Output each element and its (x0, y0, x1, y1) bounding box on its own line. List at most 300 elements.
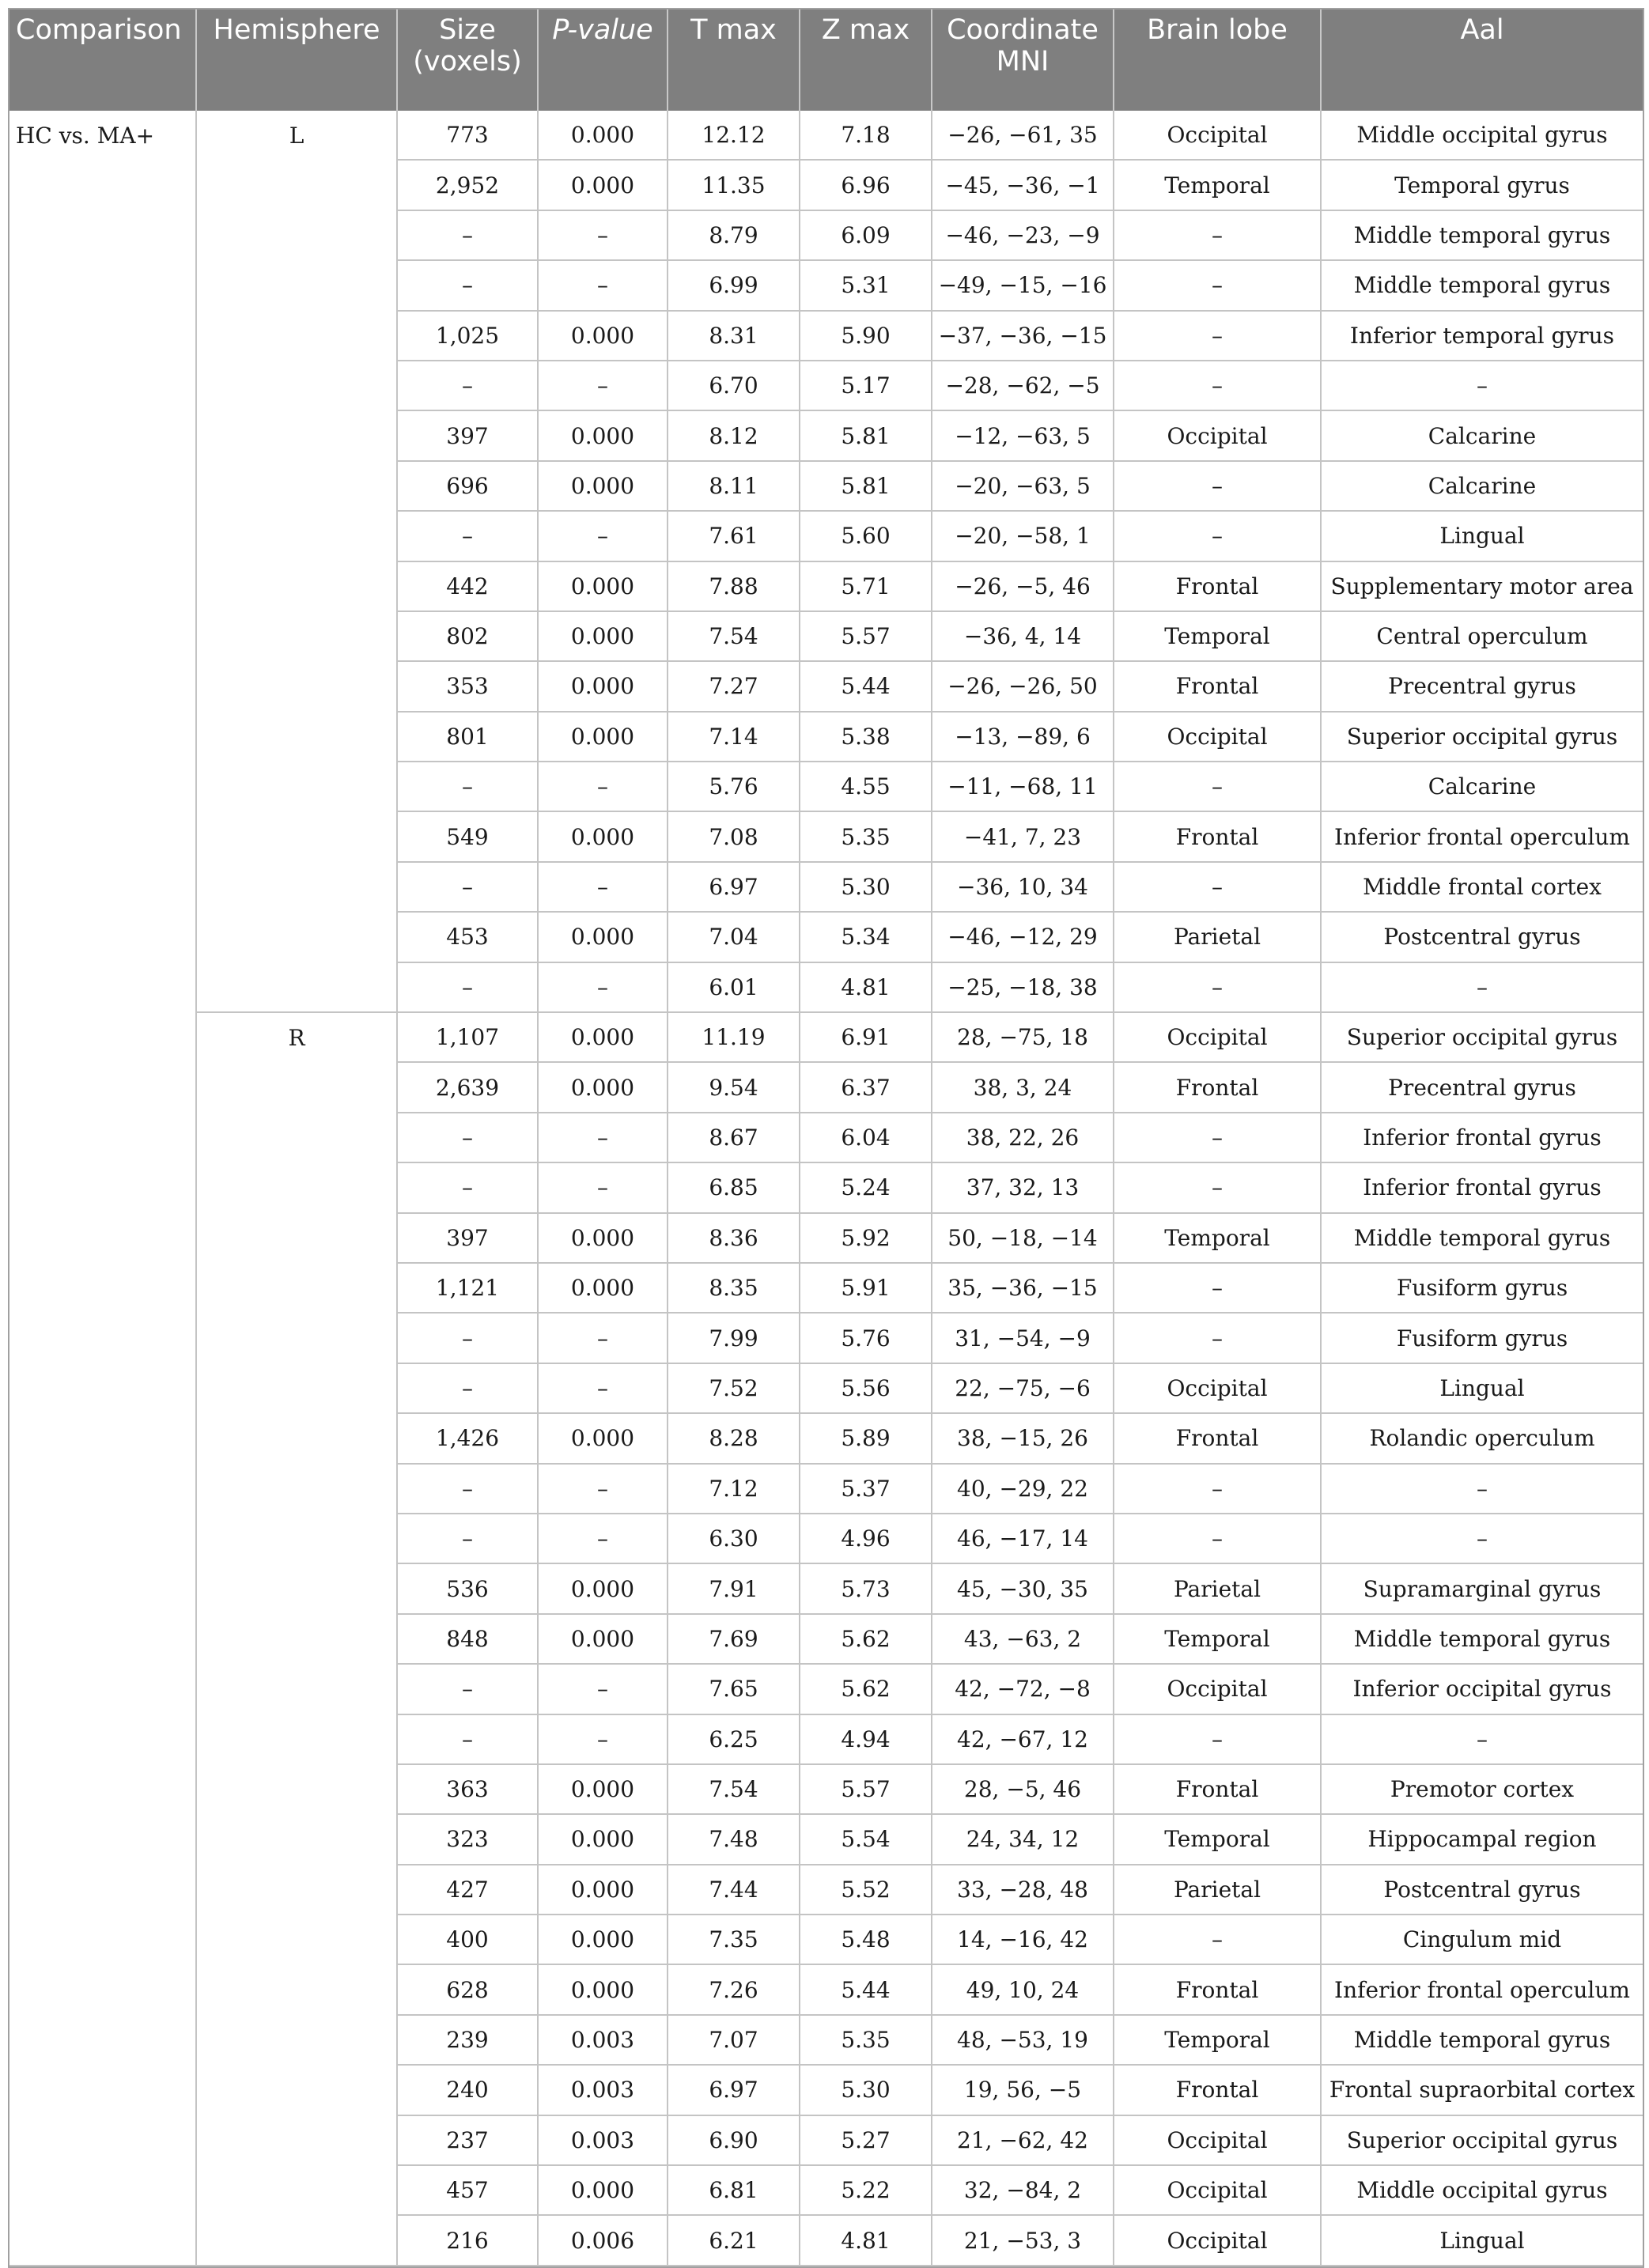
table-row (9, 2115, 1643, 2165)
cell-brain-lobe: – (1114, 862, 1321, 912)
cell-t-max: 8.35 (668, 1263, 800, 1313)
cell-coordinate: 43, −63, 2 (932, 1614, 1114, 1664)
cell-hemisphere (196, 2065, 397, 2115)
cell-size: – (397, 962, 538, 1012)
cell-comparison (9, 2215, 196, 2265)
cell-p-value: – (538, 862, 668, 912)
cell-t-max: 7.65 (668, 1664, 800, 1714)
cell-z-max: 7.18 (800, 111, 932, 160)
cell-coordinate: 24, 34, 12 (932, 1814, 1114, 1864)
cell-t-max: 7.27 (668, 661, 800, 711)
cell-t-max: 5.76 (668, 762, 800, 811)
cell-hemisphere (196, 1664, 397, 1714)
cell-coordinate: 33, −28, 48 (932, 1865, 1114, 1915)
cell-comparison (9, 1162, 196, 1212)
cell-coordinate: 45, −30, 35 (932, 1563, 1114, 1613)
cell-comparison (9, 1814, 196, 1864)
cell-z-max: 5.24 (800, 1162, 932, 1212)
cell-t-max: 7.14 (668, 712, 800, 762)
cell-z-max: 5.34 (800, 912, 932, 962)
cell-brain-lobe: – (1114, 511, 1321, 561)
cell-z-max: 5.38 (800, 712, 932, 762)
cell-size: 628 (397, 1964, 538, 2014)
cell-coordinate: −41, 7, 23 (932, 811, 1114, 861)
cell-size: 397 (397, 1213, 538, 1263)
cell-hemisphere (196, 511, 397, 561)
cell-size: – (397, 1113, 538, 1162)
cell-p-value: 0.000 (538, 1964, 668, 2014)
cell-hemisphere (196, 661, 397, 711)
cell-comparison (9, 260, 196, 310)
cell-hemisphere (196, 2015, 397, 2065)
cell-comparison: HC vs. MA+ (16, 122, 155, 149)
table-row (9, 1614, 1643, 1664)
cell-z-max: 5.44 (800, 1964, 932, 2014)
cell-comparison (9, 1563, 196, 1613)
cell-size: – (397, 1313, 538, 1363)
table-row (9, 561, 1643, 611)
cell-z-max: 5.91 (800, 1263, 932, 1313)
cell-coordinate: 50, −18, −14 (932, 1213, 1114, 1263)
cell-z-max: 5.44 (800, 661, 932, 711)
cell-hemisphere (196, 2215, 397, 2265)
cell-z-max: 5.27 (800, 2115, 932, 2165)
cell-hemisphere (196, 912, 397, 962)
cell-aal: Middle temporal gyrus (1321, 1213, 1643, 1263)
cell-brain-lobe: Occipital (1114, 2115, 1321, 2165)
cell-p-value: – (538, 361, 668, 410)
cell-brain-lobe: – (1114, 1915, 1321, 1964)
cell-z-max: 5.48 (800, 1915, 932, 1964)
cell-size: 801 (397, 712, 538, 762)
cell-z-max: 6.91 (800, 1012, 932, 1062)
cell-coordinate: 28, −5, 46 (932, 1764, 1114, 1814)
table-row (9, 2015, 1643, 2065)
cell-t-max: 7.48 (668, 1814, 800, 1864)
cell-z-max: 5.60 (800, 511, 932, 561)
cell-coordinate: 32, −84, 2 (932, 2165, 1114, 2215)
cell-z-max: 5.76 (800, 1313, 932, 1363)
cell-hemisphere (196, 1213, 397, 1263)
cell-coordinate: −26, −5, 46 (932, 561, 1114, 611)
cell-t-max: 11.19 (668, 1012, 800, 1062)
cell-brain-lobe: Temporal (1114, 1213, 1321, 1263)
cell-brain-lobe: Temporal (1114, 1614, 1321, 1664)
cell-z-max: 5.81 (800, 461, 932, 511)
cell-comparison (9, 1964, 196, 2014)
cell-aal: Precentral gyrus (1321, 661, 1643, 711)
cell-brain-lobe: – (1114, 1714, 1321, 1764)
cell-p-value: 0.000 (538, 1263, 668, 1313)
cell-size: 323 (397, 1814, 538, 1864)
cell-comparison (9, 511, 196, 561)
cell-z-max: 5.62 (800, 1664, 932, 1714)
table-row (9, 1714, 1643, 1764)
cell-p-value: 0.003 (538, 2065, 668, 2115)
cell-hemisphere (196, 1764, 397, 1814)
cell-size: 457 (397, 2165, 538, 2215)
cell-t-max: 7.26 (668, 1964, 800, 2014)
cell-t-max: 7.88 (668, 561, 800, 611)
cell-aal: Inferior temporal gyrus (1321, 311, 1643, 361)
cell-p-value: 0.000 (538, 1814, 668, 1864)
cell-z-max: 4.96 (800, 1514, 932, 1563)
table-row (9, 1012, 1643, 1062)
cell-brain-lobe: Occipital (1114, 2215, 1321, 2265)
cell-p-value: – (538, 210, 668, 260)
cell-brain-lobe: Occipital (1114, 1012, 1321, 1062)
cell-hemisphere (196, 1313, 397, 1363)
table-row (9, 461, 1643, 511)
cell-coordinate: 38, −15, 26 (932, 1413, 1114, 1463)
cell-t-max: 6.90 (668, 2115, 800, 2165)
cell-p-value: 0.000 (538, 1012, 668, 1062)
cell-brain-lobe: – (1114, 260, 1321, 310)
cell-coordinate: 35, −36, −15 (932, 1263, 1114, 1313)
table-row (9, 1563, 1643, 1613)
table-row (9, 811, 1643, 861)
cell-comparison (9, 762, 196, 811)
cell-brain-lobe: – (1114, 461, 1321, 511)
cell-z-max: 4.55 (800, 762, 932, 811)
cell-aal: Frontal supraorbital cortex (1321, 2065, 1643, 2115)
table-row (9, 1413, 1643, 1463)
table-row (9, 1514, 1643, 1563)
cell-aal: Supplementary motor area (1321, 561, 1643, 611)
cell-z-max: 5.30 (800, 2065, 932, 2115)
cell-brain-lobe: Frontal (1114, 811, 1321, 861)
cell-p-value: – (538, 1162, 668, 1212)
cell-comparison (9, 1363, 196, 1413)
header-z-max: Z max (800, 9, 932, 111)
cell-p-value: – (538, 1363, 668, 1413)
cell-size: – (397, 361, 538, 410)
cell-brain-lobe: Frontal (1114, 1964, 1321, 2014)
cell-t-max: 8.12 (668, 410, 800, 460)
cell-comparison (9, 1514, 196, 1563)
table-row (9, 962, 1643, 1012)
cell-coordinate: −26, −26, 50 (932, 661, 1114, 711)
cell-brain-lobe: – (1114, 1514, 1321, 1563)
cell-size: – (397, 260, 538, 310)
cell-size: 400 (397, 1915, 538, 1964)
cell-aal: Calcarine (1321, 410, 1643, 460)
cell-z-max: 5.57 (800, 611, 932, 661)
cell-brain-lobe: Temporal (1114, 1814, 1321, 1864)
table-row (9, 1313, 1643, 1363)
cell-p-value: 0.000 (538, 1915, 668, 1964)
cell-t-max: 7.08 (668, 811, 800, 861)
cell-coordinate: 49, 10, 24 (932, 1964, 1114, 2014)
cell-size: – (397, 1664, 538, 1714)
cell-brain-lobe: Frontal (1114, 561, 1321, 611)
cell-hemisphere (196, 1062, 397, 1112)
cell-coordinate: 38, 3, 24 (932, 1062, 1114, 1112)
cell-aal: Fusiform gyrus (1321, 1263, 1643, 1313)
cell-p-value: 0.000 (538, 1764, 668, 1814)
cell-comparison (9, 1664, 196, 1714)
cell-t-max: 8.28 (668, 1413, 800, 1463)
table-row (9, 762, 1643, 811)
cell-size: 397 (397, 410, 538, 460)
cell-t-max: 8.31 (668, 311, 800, 361)
cell-brain-lobe: Frontal (1114, 1764, 1321, 1814)
cell-comparison (9, 1313, 196, 1363)
cell-aal: – (1321, 361, 1643, 410)
cell-brain-lobe: – (1114, 762, 1321, 811)
cell-p-value: 0.000 (538, 1563, 668, 1613)
cell-brain-lobe: Occipital (1114, 1664, 1321, 1714)
cell-t-max: 8.11 (668, 461, 800, 511)
cell-hemisphere (196, 561, 397, 611)
cell-coordinate: 19, 56, −5 (932, 2065, 1114, 2115)
cell-brain-lobe: Parietal (1114, 1563, 1321, 1613)
cell-z-max: 5.57 (800, 1764, 932, 1814)
cell-hemisphere: R (196, 1012, 397, 1062)
cell-t-max: 9.54 (668, 1062, 800, 1112)
cell-aal: Inferior frontal operculum (1321, 1964, 1643, 2014)
cell-coordinate: −46, −23, −9 (932, 210, 1114, 260)
table-row (9, 712, 1643, 762)
cell-aal: Fusiform gyrus (1321, 1313, 1643, 1363)
cell-p-value: 0.000 (538, 811, 668, 861)
cell-p-value: – (538, 762, 668, 811)
cell-aal: Superior occipital gyrus (1321, 2115, 1643, 2165)
cell-aal: Middle temporal gyrus (1321, 210, 1643, 260)
cell-hemisphere (196, 311, 397, 361)
cell-t-max: 11.35 (668, 160, 800, 210)
cell-comparison (9, 311, 196, 361)
cell-coordinate: −25, −18, 38 (932, 962, 1114, 1012)
cell-t-max: 8.36 (668, 1213, 800, 1263)
cell-hemisphere (196, 1814, 397, 1864)
cell-brain-lobe: Frontal (1114, 1413, 1321, 1463)
header-aal: Aal (1321, 9, 1643, 111)
cell-hemisphere (196, 410, 397, 460)
cell-p-value: 0.000 (538, 410, 668, 460)
cell-aal: Hippocampal region (1321, 1814, 1643, 1864)
cell-brain-lobe: – (1114, 1162, 1321, 1212)
table-row (9, 661, 1643, 711)
table-row (9, 361, 1643, 410)
cell-t-max: 8.67 (668, 1113, 800, 1162)
cell-aal: Precentral gyrus (1321, 1062, 1643, 1112)
cell-size: 453 (397, 912, 538, 962)
cell-coordinate: −13, −89, 6 (932, 712, 1114, 762)
table-row (9, 1865, 1643, 1915)
cell-hemisphere (196, 1714, 397, 1764)
cell-z-max: 6.09 (800, 210, 932, 260)
table-row (9, 1915, 1643, 1964)
cell-brain-lobe: – (1114, 311, 1321, 361)
cell-t-max: 6.30 (668, 1514, 800, 1563)
cell-coordinate: 40, −29, 22 (932, 1464, 1114, 1514)
cell-hemisphere (196, 611, 397, 661)
cell-t-max: 7.07 (668, 2015, 800, 2065)
cell-coordinate: 21, −62, 42 (932, 2115, 1114, 2165)
cell-t-max: 7.91 (668, 1563, 800, 1613)
cell-z-max: 4.81 (800, 2215, 932, 2265)
cell-aal: – (1321, 1464, 1643, 1514)
cell-comparison (9, 1464, 196, 1514)
table-row (9, 210, 1643, 260)
cell-z-max: 5.62 (800, 1614, 932, 1664)
cell-size: 1,107 (397, 1012, 538, 1062)
cell-size: 549 (397, 811, 538, 861)
cell-comparison (9, 611, 196, 661)
table-row (9, 912, 1643, 962)
cell-size: 696 (397, 461, 538, 511)
cell-p-value: – (538, 1464, 668, 1514)
table-row (9, 611, 1643, 661)
cell-t-max: 6.97 (668, 862, 800, 912)
cell-size: – (397, 1714, 538, 1764)
cell-t-max: 7.69 (668, 1614, 800, 1664)
cell-brain-lobe: Frontal (1114, 2065, 1321, 2115)
cell-size: 848 (397, 1614, 538, 1664)
cell-comparison (9, 962, 196, 1012)
cell-aal: Middle frontal cortex (1321, 862, 1643, 912)
cell-p-value: 0.000 (538, 912, 668, 962)
cell-coordinate: −36, 4, 14 (932, 611, 1114, 661)
cell-brain-lobe: Occipital (1114, 712, 1321, 762)
cell-coordinate: 46, −17, 14 (932, 1514, 1114, 1563)
table-row (9, 1113, 1643, 1162)
cell-coordinate: −36, 10, 34 (932, 862, 1114, 912)
cell-coordinate: 37, 32, 13 (932, 1162, 1114, 1212)
cell-aal: Middle occipital gyrus (1321, 2165, 1643, 2215)
table-row (9, 1964, 1643, 2014)
cell-coordinate: 14, −16, 42 (932, 1915, 1114, 1964)
cell-hemisphere (196, 962, 397, 1012)
cell-hemisphere (196, 1614, 397, 1664)
cell-comparison (9, 1764, 196, 1814)
results-table-container (8, 8, 1644, 2268)
cell-aal: – (1321, 962, 1643, 1012)
cell-aal: Middle temporal gyrus (1321, 2015, 1643, 2065)
cell-z-max: 6.04 (800, 1113, 932, 1162)
table-row (9, 1062, 1643, 1112)
cell-comparison (9, 1012, 196, 1062)
cell-coordinate: −49, −15, −16 (932, 260, 1114, 310)
cell-p-value: 0.000 (538, 1865, 668, 1915)
cell-aal: Temporal gyrus (1321, 160, 1643, 210)
cell-aal: Lingual (1321, 511, 1643, 561)
cell-comparison (9, 1263, 196, 1313)
cell-brain-lobe: Parietal (1114, 1865, 1321, 1915)
header-brain-lobe: Brain lobe (1114, 9, 1321, 111)
cell-comparison (9, 1915, 196, 1964)
cell-t-max: 6.97 (668, 2065, 800, 2115)
cell-size: – (397, 1363, 538, 1413)
table-row (9, 1162, 1643, 1212)
cell-comparison (9, 1113, 196, 1162)
cell-comparison (9, 561, 196, 611)
cell-t-max: 6.85 (668, 1162, 800, 1212)
cell-t-max: 6.81 (668, 2165, 800, 2215)
cell-t-max: 8.79 (668, 210, 800, 260)
cell-t-max: 12.12 (668, 111, 800, 160)
cell-t-max: 7.99 (668, 1313, 800, 1363)
cell-brain-lobe: – (1114, 1464, 1321, 1514)
cell-p-value: 0.000 (538, 311, 668, 361)
cell-aal: Inferior frontal gyrus (1321, 1113, 1643, 1162)
cell-hemisphere (196, 1113, 397, 1162)
table-row (9, 1363, 1643, 1413)
cell-t-max: 7.35 (668, 1915, 800, 1964)
cell-aal: Postcentral gyrus (1321, 912, 1643, 962)
cell-p-value: – (538, 511, 668, 561)
cell-coordinate: −45, −36, −1 (932, 160, 1114, 210)
table-row (9, 2065, 1643, 2115)
cell-size: – (397, 862, 538, 912)
cell-size: 1,025 (397, 311, 538, 361)
cell-p-value: 0.000 (538, 160, 668, 210)
table-row (9, 410, 1643, 460)
cell-size: 239 (397, 2015, 538, 2065)
cell-hemisphere (196, 260, 397, 310)
cell-p-value: 0.000 (538, 611, 668, 661)
cell-comparison (9, 160, 196, 210)
cell-brain-lobe: Temporal (1114, 2015, 1321, 2065)
cell-aal: Rolandic operculum (1321, 1413, 1643, 1463)
cell-hemisphere (196, 811, 397, 861)
cell-aal: Supramarginal gyrus (1321, 1563, 1643, 1613)
cell-size: – (397, 511, 538, 561)
cell-z-max: 4.81 (800, 962, 932, 1012)
cell-aal: Premotor cortex (1321, 1764, 1643, 1814)
cell-brain-lobe: – (1114, 1313, 1321, 1363)
cell-coordinate: −46, −12, 29 (932, 912, 1114, 962)
cell-size: 773 (397, 111, 538, 160)
table-row (9, 160, 1643, 210)
cell-aal: Inferior occipital gyrus (1321, 1664, 1643, 1714)
cell-coordinate: −11, −68, 11 (932, 762, 1114, 811)
table-row (9, 260, 1643, 310)
cell-hemisphere (196, 1563, 397, 1613)
cell-z-max: 5.71 (800, 561, 932, 611)
cell-p-value: 0.006 (538, 2215, 668, 2265)
header-size: Size (voxels) (397, 9, 538, 111)
cell-coordinate: 21, −53, 3 (932, 2215, 1114, 2265)
cell-brain-lobe: Frontal (1114, 1062, 1321, 1112)
cell-p-value: – (538, 260, 668, 310)
cell-hemisphere (196, 1363, 397, 1413)
cell-p-value: 0.000 (538, 111, 668, 160)
cell-size: 353 (397, 661, 538, 711)
cell-p-value: 0.000 (538, 1413, 668, 1463)
header-t-max: T max (668, 9, 800, 111)
table-row (9, 511, 1643, 561)
cell-hemisphere: L (196, 111, 397, 160)
cell-hemisphere (196, 160, 397, 210)
cell-hemisphere (196, 1162, 397, 1212)
cell-z-max: 4.94 (800, 1714, 932, 1764)
cell-hemisphere (196, 1915, 397, 1964)
table-row (9, 1464, 1643, 1514)
cell-coordinate: 42, −72, −8 (932, 1664, 1114, 1714)
cell-t-max: 6.25 (668, 1714, 800, 1764)
cell-p-value: 0.000 (538, 2165, 668, 2215)
cell-comparison (9, 862, 196, 912)
cell-brain-lobe: – (1114, 962, 1321, 1012)
cell-z-max: 6.37 (800, 1062, 932, 1112)
cell-comparison (9, 461, 196, 511)
table-row (9, 1213, 1643, 1263)
header-p-value-label: P-value (552, 14, 653, 46)
cell-comparison (9, 1213, 196, 1263)
cell-hemisphere (196, 862, 397, 912)
